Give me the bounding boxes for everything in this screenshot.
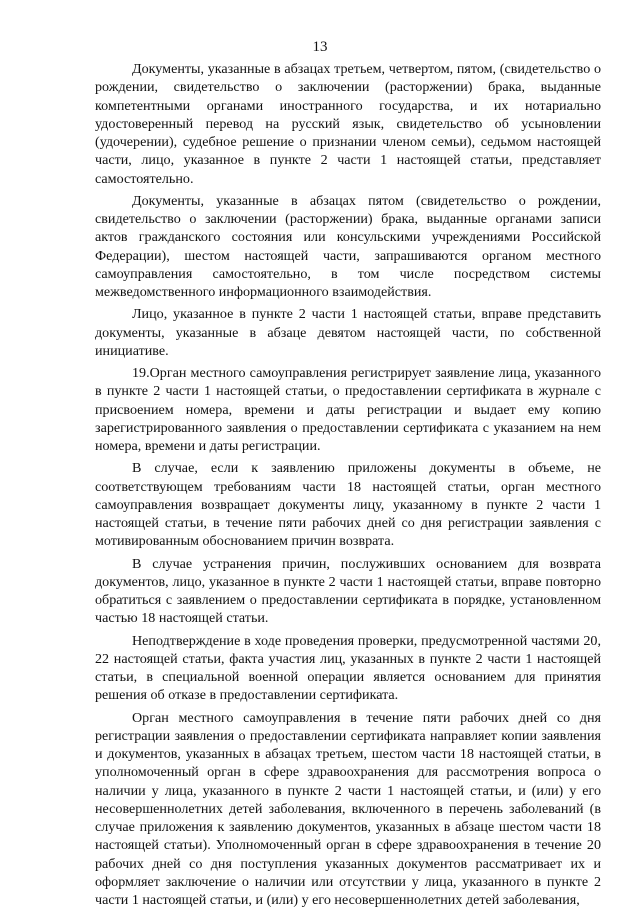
paragraph: В случае устранения причин, послуживших основанием для возврата документов, лицо, указанное в пункте 2 части 1 настоящей статьи, вправе повторно обратиться с заявлением о предоставлении сертификата в порядке, установленном частью 18 настоящей статьи. (95, 555, 601, 627)
paragraph: Лицо, указанное в пункте 2 части 1 настоящей статьи, вправе представить документы, указанные в абзаце девятом настоящей части, по собственной инициативе. (95, 306, 601, 359)
paragraph: Неподтверждение в ходе проведения проверки, предусмотренной частями 20, 22 настоящей статьи, факта участия лиц, указанных в пункте 2 части 1 настоящей статьи, в специальной военной операции является основанием для принятия решения об отказе в предоставлении сертификата. (95, 632, 601, 704)
paragraph: 19.Орган местного самоуправления регистрирует заявление лица, указанного в пункте 2 части 1 настоящей статьи, о предоставлении сертификата в журнале с присвоением номера, времени и даты регистрации и выдает ему копию зарегистрированного заявления о предоставлении сертификата с указанием на нем номера, времени и даты регистрации. (95, 365, 601, 454)
paragraph: В случае, если к заявлению приложены документы в объеме, не соответствующем требованиям части 18 настоящей статьи, орган местного самоуправления возвращает документы лицу, указанному в пункте 2 части 1 настоящей статьи, в течение пяти рабочих дней со дня регистрации заявления с мотивированным обоснованием причин возврата. (95, 460, 601, 550)
paragraph: Документы, указанные в абзацах третьем, четвертом, пятом, (свидетельство о рождении, свидетельство о заключении (расторжении) брака, выданные компетентными органами иностранного государства, и их нотариально удостоверенный перевод на русский язык, свидетельство об усыновлении (удочерении), судебное решение о признании членом семьи), седьмом настоящей части, лицо, указанное в пункте 2 части 1 настоящей статьи, представляет самостоятельно. (95, 61, 601, 187)
paragraph: Орган местного самоуправления в течение пяти рабочих дней со дня регистрации заявления о предоставлении сертификата направляет копии заявления и документов, указанных в абзацах третьем, шестом части 18 настоящей статьи, в уполномоченный орган в сфере здравоохранения для рассмотрения вопроса о наличии у лица, указанного в пункте 2 части 1 настоящей статьи, и (или) у его несовершеннолетних детей заболевания, включенного в перечень заболеваний (в случае приложения к заявлению документов, указанных в абзаце шестом части 18 настоящей статьи). Уполномоченный орган в сфере здравоохранения в течение 20 рабочих дней со дня поступления указанных документов рассматривает их и оформляет заключение о наличии или отсутствии у лица, указанного в пункте 2 части 1 настоящей статьи, и (или) у его несовершеннолетних детей заболевания, (95, 709, 601, 908)
page-number: 13 (312, 39, 328, 55)
paragraph: Документы, указанные в абзацах пятом (свидетельство о рождении, свидетельство о заключении (расторжении) брака, выданные органами записи актов гражданского состояния или консульскими учреждениями Российской Федерации), шестом настоящей части, запрашиваются органом местного самоуправления самостоятельно, в том числе посредством системы межведомственного информационного взаимодействия. (95, 192, 601, 300)
document-body (95, 60, 601, 913)
